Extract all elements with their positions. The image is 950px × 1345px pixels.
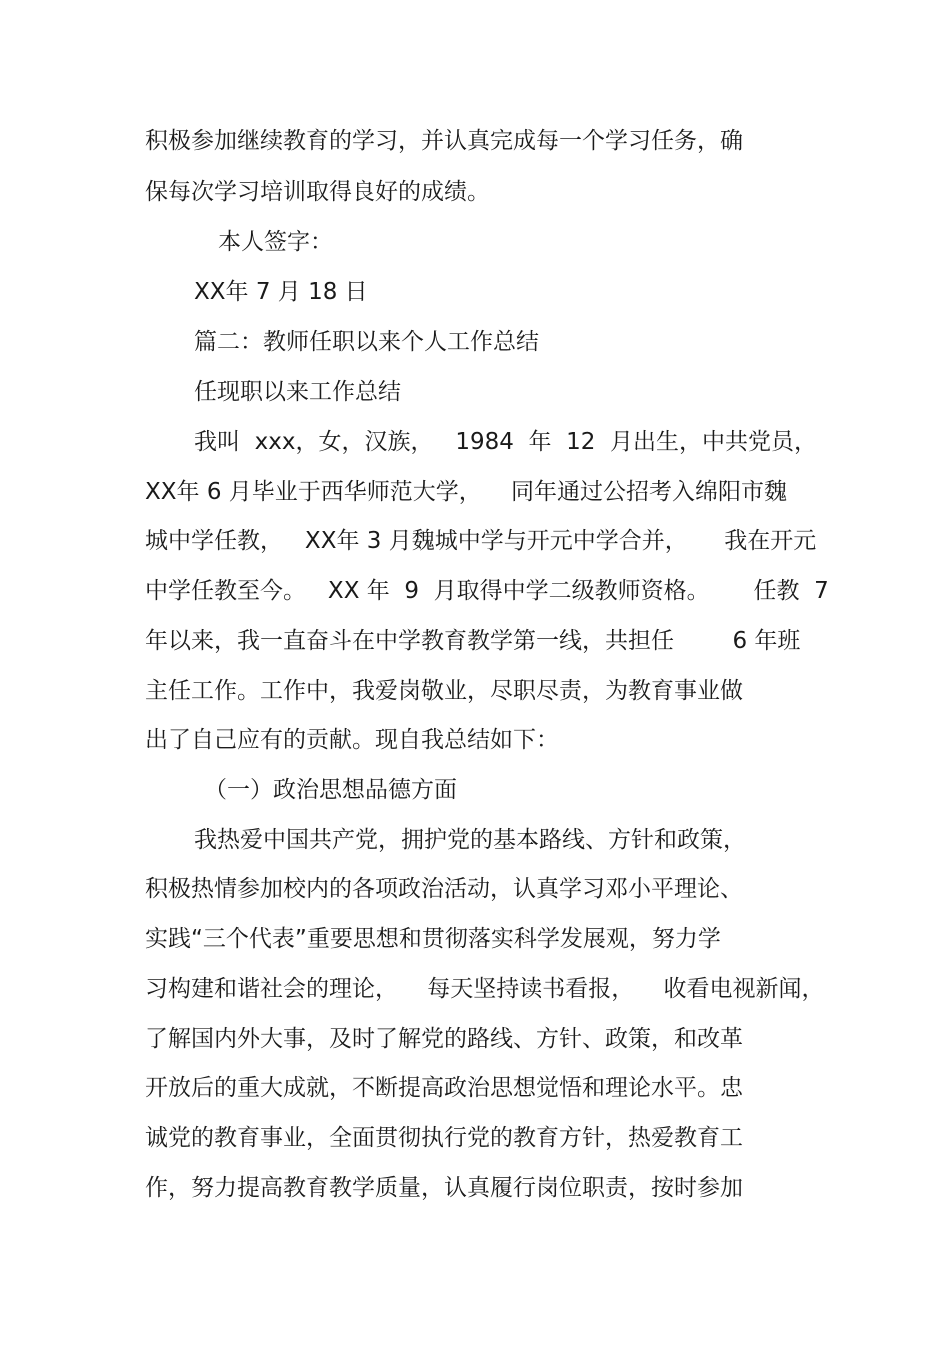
- text-line: 保每次学习培训取得良好的成绩。: [145, 179, 490, 205]
- date-line: XX年 7 月 18 日: [194, 279, 368, 305]
- text-line: XX年 6 月毕业于西华师范大学， 同年通过公招考入绵阳市魏: [145, 479, 788, 505]
- text-line: 出了自己应有的贡献。现自我总结如下：: [145, 727, 559, 753]
- text-line: 实践“三个代表”重要思想和贯彻落实科学发展观，努力学: [145, 926, 721, 952]
- text-line: 了解国内外大事，及时了解党的路线、方针、政策，和改革: [145, 1026, 743, 1052]
- text-line: 积极热情参加校内的各项政治活动，认真学习邓小平理论、: [145, 876, 743, 902]
- text-line: 我热爱中国共产党，拥护党的基本路线、方针和政策，: [194, 827, 746, 853]
- text-line: 中学任教至今。 XX 年 9 月取得中学二级教师资格。 任教 7: [145, 578, 829, 604]
- text-line: 诚党的教育事业，全面贯彻执行党的教育方针，热爱教育工: [145, 1125, 743, 1151]
- document-title: 任现职以来工作总结: [194, 379, 401, 405]
- section-heading: 篇二：教师任职以来个人工作总结: [194, 329, 539, 355]
- signature-label: 本人签字：: [218, 229, 333, 255]
- text-line: 主任工作。工作中，我爱岗敬业，尽职尽责，为教育事业做: [145, 678, 743, 704]
- text-line: 我叫 xxx，女，汉族， 1984 年 12 月出生，中共党员，: [194, 429, 818, 455]
- text-line: 城中学任教， XX年 3 月魏城中学与开元中学合并， 我在开元: [145, 528, 817, 554]
- text-line: 习构建和谐社会的理论， 每天坚持读书看报， 收看电视新闻，: [145, 976, 825, 1002]
- subsection-heading: （一）政治思想品德方面: [204, 777, 457, 803]
- text-line: 开放后的重大成就，不断提高政治思想觉悟和理论水平。忠: [145, 1075, 743, 1101]
- text-line: 积极参加继续教育的学习，并认真完成每一个学习任务，确: [145, 128, 743, 154]
- text-line: 年以来，我一直奋斗在中学教育教学第一线，共担任 6 年班: [145, 628, 801, 654]
- text-line: 作，努力提高教育教学质量，认真履行岗位职责，按时参加: [145, 1175, 743, 1201]
